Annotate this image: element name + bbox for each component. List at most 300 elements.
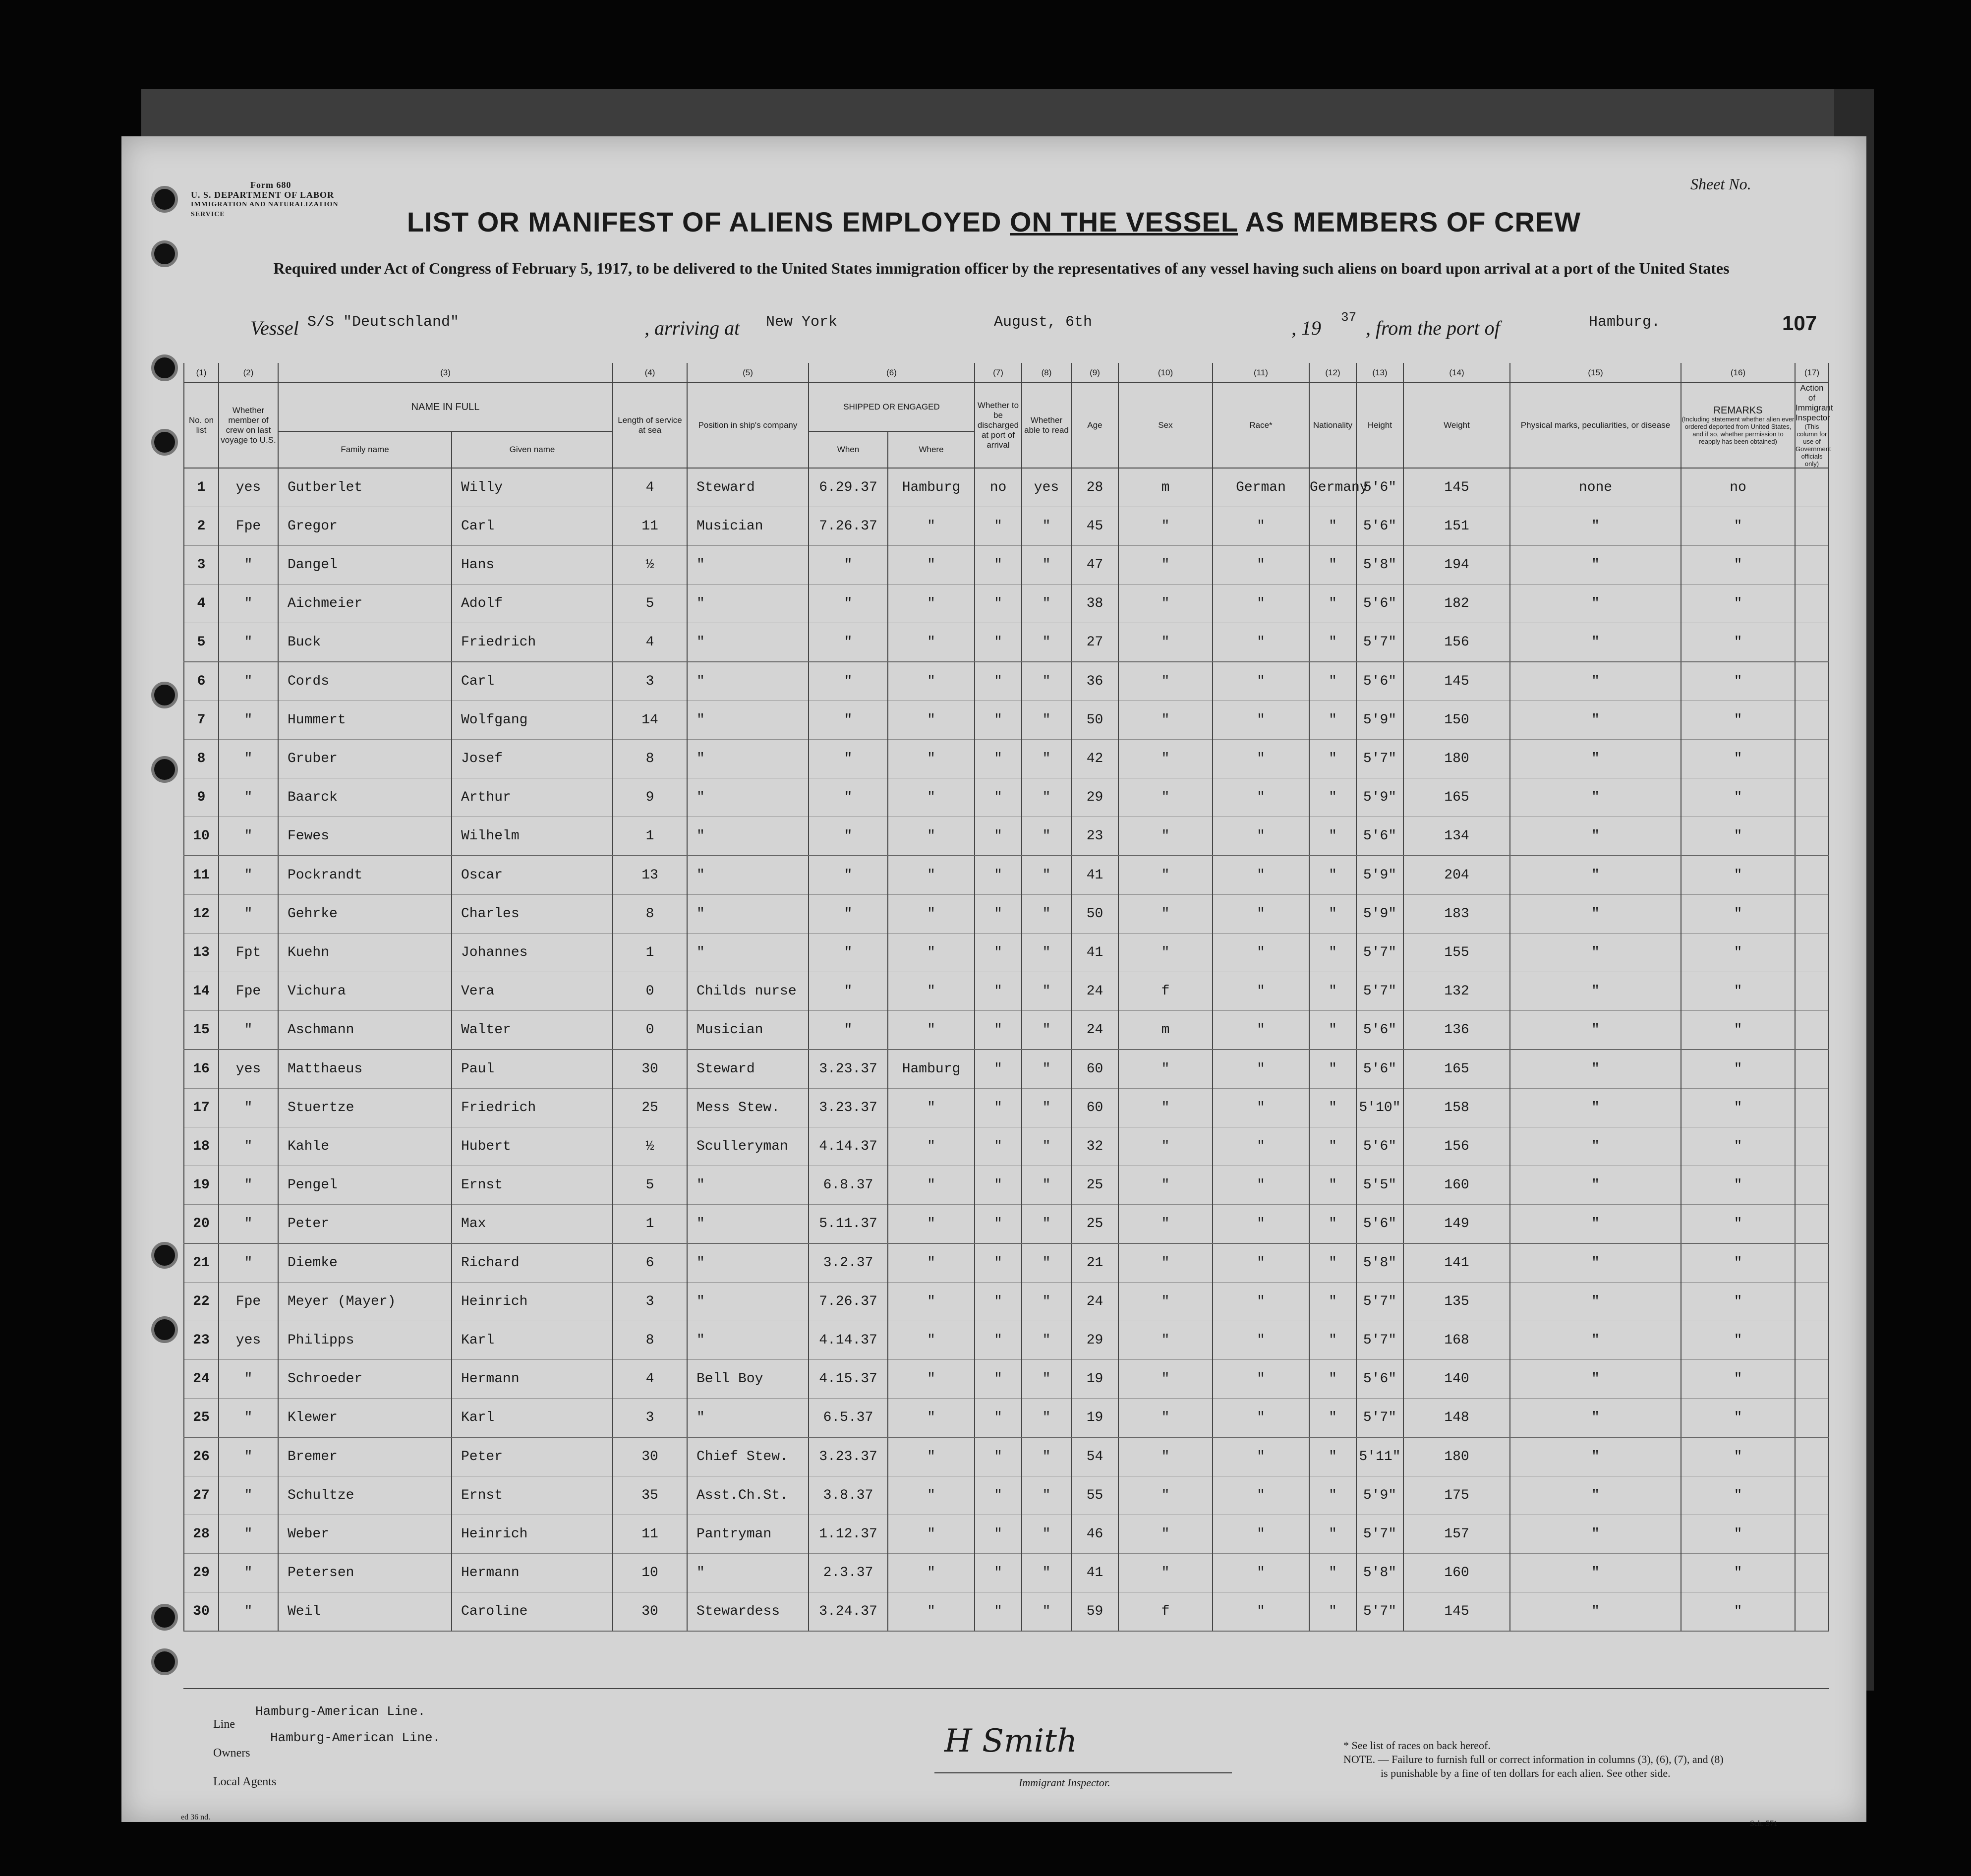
sex-cell: ": [1118, 1554, 1213, 1592]
table-row: [184, 1476, 1829, 1515]
shipped-when-cell: ": [809, 662, 888, 701]
inspector-action-cell: [1795, 1050, 1829, 1089]
nationality-cell: ": [1309, 1321, 1356, 1360]
header-given-name: Given name: [452, 431, 613, 468]
nationality-cell: ": [1309, 934, 1356, 972]
age-cell: 59: [1071, 1592, 1118, 1632]
given-name-cell: Heinrich: [452, 1515, 613, 1554]
age-cell: 41: [1071, 934, 1118, 972]
table-row: [184, 778, 1829, 817]
physical-marks-cell: ": [1510, 1515, 1681, 1554]
weight-cell: 204: [1403, 856, 1510, 895]
position-cell: ": [687, 1205, 809, 1244]
race-cell: ": [1213, 740, 1309, 778]
shipped-when-cell: 5.11.37: [809, 1205, 888, 1244]
sex-cell: ": [1118, 817, 1213, 856]
previous-voyage-cell: ": [219, 1360, 278, 1399]
row-number-cell: 11: [184, 856, 219, 895]
position-cell: Childs nurse: [687, 972, 809, 1011]
age-cell: 29: [1071, 1321, 1118, 1360]
previous-voyage-cell: yes: [219, 1050, 278, 1089]
able-to-read-cell: ": [1022, 1321, 1071, 1360]
position-cell: ": [687, 1166, 809, 1205]
height-cell: 5'8": [1356, 1554, 1403, 1592]
punch-hole: [151, 240, 178, 267]
position-cell: Mess Stew.: [687, 1089, 809, 1127]
nationality-cell: ": [1309, 701, 1356, 740]
height-cell: 5'5": [1356, 1166, 1403, 1205]
header-length-of-service: Length of service at sea: [613, 383, 687, 468]
row-number-cell: 28: [184, 1515, 219, 1554]
nationality-cell: ": [1309, 507, 1356, 546]
owners-value: Hamburg-American Line.: [270, 1730, 441, 1745]
length-of-service-cell: 3: [613, 1283, 687, 1321]
remarks-cell: ": [1681, 1515, 1795, 1554]
discharged-cell: ": [975, 1554, 1022, 1592]
weight-cell: 183: [1403, 895, 1510, 934]
vessel-line: [250, 310, 1837, 344]
discharged-cell: ": [975, 778, 1022, 817]
year-prefix: , 19: [1291, 317, 1321, 339]
row-number-cell: 19: [184, 1166, 219, 1205]
race-cell: ": [1213, 1515, 1309, 1554]
given-name-cell: Arthur: [452, 778, 613, 817]
sex-cell: f: [1118, 1592, 1213, 1632]
service-name: IMMIGRATION AND NATURALIZATION SERVICE: [191, 201, 339, 218]
shipped-when-cell: 3.2.37: [809, 1243, 888, 1283]
inspector-action-cell: [1795, 1360, 1829, 1399]
sex-cell: ": [1118, 1127, 1213, 1166]
discharged-cell: ": [975, 1166, 1022, 1205]
discharged-cell: ": [975, 895, 1022, 934]
position-cell: Sculleryman: [687, 1127, 809, 1166]
able-to-read-cell: ": [1022, 1476, 1071, 1515]
remarks-cell: ": [1681, 1089, 1795, 1127]
previous-voyage-cell: ": [219, 1515, 278, 1554]
inspector-label: Immigrant Inspector.: [1019, 1776, 1110, 1789]
shipped-when-cell: 3.23.37: [809, 1050, 888, 1089]
previous-voyage-cell: ": [219, 1554, 278, 1592]
row-number-cell: 9: [184, 778, 219, 817]
sex-cell: f: [1118, 972, 1213, 1011]
height-cell: 5'6": [1356, 1360, 1403, 1399]
sex-cell: m: [1118, 468, 1213, 507]
nationality-cell: ": [1309, 1127, 1356, 1166]
previous-voyage-cell: ": [219, 1011, 278, 1050]
header-physical-marks: Physical marks, peculiarities, or disease: [1510, 383, 1681, 468]
sex-cell: ": [1118, 1050, 1213, 1089]
penalty-note-1: NOTE. — Failure to furnish full or correct information in columns (3), (6), (7), and (8): [1343, 1753, 1724, 1765]
given-name-cell: Caroline: [452, 1592, 613, 1632]
physical-marks-cell: ": [1510, 585, 1681, 623]
physical-marks-cell: ": [1510, 1554, 1681, 1592]
length-of-service-cell: 0: [613, 1011, 687, 1050]
shipped-when-cell: ": [809, 1011, 888, 1050]
given-name-cell: Adolf: [452, 585, 613, 623]
shipped-when-cell: 6.5.37: [809, 1399, 888, 1438]
weight-cell: 135: [1403, 1283, 1510, 1321]
previous-voyage-cell: ": [219, 1592, 278, 1632]
shipped-when-cell: ": [809, 817, 888, 856]
physical-marks-cell: ": [1510, 1243, 1681, 1283]
physical-marks-cell: ": [1510, 701, 1681, 740]
inspector-action-cell: [1795, 1437, 1829, 1476]
previous-voyage-cell: yes: [219, 468, 278, 507]
nationality-cell: ": [1309, 1166, 1356, 1205]
col-num-4: (4): [613, 363, 687, 383]
races-note: * See list of races on back hereof.: [1343, 1739, 1491, 1752]
physical-marks-cell: ": [1510, 1283, 1681, 1321]
arrival-port: New York: [766, 314, 838, 331]
race-cell: ": [1213, 623, 1309, 662]
discharged-cell: ": [975, 546, 1022, 585]
form-number: Form 680: [250, 180, 291, 190]
family-name-cell: Schroeder: [278, 1360, 452, 1399]
col-num-8: (8): [1022, 363, 1071, 383]
title-part-2: ON THE VESSEL: [1010, 206, 1238, 237]
given-name-cell: Heinrich: [452, 1283, 613, 1321]
shipped-where-cell: ": [888, 934, 975, 972]
shipped-where-cell: ": [888, 1476, 975, 1515]
given-name-cell: Ernst: [452, 1476, 613, 1515]
shipped-where-cell: ": [888, 1515, 975, 1554]
row-number-cell: 2: [184, 507, 219, 546]
physical-marks-cell: ": [1510, 740, 1681, 778]
shipped-when-cell: 7.26.37: [809, 507, 888, 546]
able-to-read-cell: ": [1022, 1011, 1071, 1050]
sex-cell: ": [1118, 585, 1213, 623]
given-name-cell: Wolfgang: [452, 701, 613, 740]
family-name-cell: Gruber: [278, 740, 452, 778]
height-cell: 5'6": [1356, 817, 1403, 856]
table-row: [184, 468, 1829, 507]
sex-cell: ": [1118, 1321, 1213, 1360]
nationality-cell: ": [1309, 1283, 1356, 1321]
row-number-cell: 29: [184, 1554, 219, 1592]
row-number-cell: 6: [184, 662, 219, 701]
physical-marks-cell: ": [1510, 895, 1681, 934]
shipped-where-cell: ": [888, 1321, 975, 1360]
family-name-cell: Aschmann: [278, 1011, 452, 1050]
able-to-read-cell: ": [1022, 895, 1071, 934]
nationality-cell: ": [1309, 1554, 1356, 1592]
shipped-where-cell: ": [888, 1011, 975, 1050]
length-of-service-cell: ½: [613, 546, 687, 585]
local-agents-label: Local Agents: [213, 1775, 277, 1788]
shipped-where-cell: ": [888, 1283, 975, 1321]
position-cell: Steward: [687, 468, 809, 507]
height-cell: 5'10": [1356, 1089, 1403, 1127]
race-cell: ": [1213, 1050, 1309, 1089]
document-title: [121, 206, 1866, 238]
remarks-cell: ": [1681, 1360, 1795, 1399]
shipped-where-cell: ": [888, 1399, 975, 1438]
position-cell: ": [687, 895, 809, 934]
family-name-cell: Schultze: [278, 1476, 452, 1515]
remarks-title: REMARKS: [1713, 405, 1763, 416]
discharged-cell: ": [975, 856, 1022, 895]
discharged-cell: no: [975, 468, 1022, 507]
shipped-where-cell: ": [888, 1592, 975, 1632]
length-of-service-cell: 13: [613, 856, 687, 895]
given-name-cell: Hermann: [452, 1360, 613, 1399]
length-of-service-cell: 1: [613, 817, 687, 856]
height-cell: 5'6": [1356, 468, 1403, 507]
shipped-where-cell: ": [888, 1554, 975, 1592]
race-cell: ": [1213, 662, 1309, 701]
able-to-read-cell: ": [1022, 1205, 1071, 1244]
able-to-read-cell: ": [1022, 1089, 1071, 1127]
row-number-cell: 14: [184, 972, 219, 1011]
age-cell: 23: [1071, 817, 1118, 856]
able-to-read-cell: ": [1022, 1166, 1071, 1205]
punch-hole: [151, 682, 178, 708]
race-cell: German: [1213, 468, 1309, 507]
able-to-read-cell: ": [1022, 817, 1071, 856]
remarks-cell: ": [1681, 1476, 1795, 1515]
discharged-cell: ": [975, 817, 1022, 856]
arriving-label: , arriving at: [644, 317, 740, 339]
nationality-cell: ": [1309, 895, 1356, 934]
shipped-when-cell: ": [809, 778, 888, 817]
length-of-service-cell: 0: [613, 972, 687, 1011]
col-num-7: (7): [975, 363, 1022, 383]
remarks-cell: ": [1681, 1592, 1795, 1632]
discharged-cell: ": [975, 585, 1022, 623]
arrival-date: August, 6th: [994, 314, 1093, 331]
weight-cell: 157: [1403, 1515, 1510, 1554]
col-num-11: (11): [1213, 363, 1309, 383]
departure-port: Hamburg.: [1589, 314, 1661, 331]
shipped-where-cell: ": [888, 972, 975, 1011]
shipped-when-cell: ": [809, 701, 888, 740]
table-row: [184, 1243, 1829, 1283]
shipped-when-cell: 3.8.37: [809, 1476, 888, 1515]
family-name-cell: Baarck: [278, 778, 452, 817]
footer-divider: [183, 1688, 1829, 1689]
discharged-cell: ": [975, 1515, 1022, 1554]
punch-hole: [151, 354, 178, 381]
height-cell: 5'6": [1356, 1127, 1403, 1166]
position-cell: ": [687, 856, 809, 895]
shipped-where-cell: ": [888, 895, 975, 934]
shipped-where-cell: ": [888, 1166, 975, 1205]
shipped-where-cell: ": [888, 740, 975, 778]
position-cell: ": [687, 1283, 809, 1321]
remarks-cell: ": [1681, 972, 1795, 1011]
position-cell: Chief Stew.: [687, 1437, 809, 1476]
printer-mark: ed 36 nd.: [181, 1813, 211, 1821]
row-number-cell: 1: [184, 468, 219, 507]
race-cell: ": [1213, 1283, 1309, 1321]
row-number-cell: 8: [184, 740, 219, 778]
sex-cell: ": [1118, 546, 1213, 585]
previous-voyage-cell: yes: [219, 1321, 278, 1360]
sex-cell: ": [1118, 701, 1213, 740]
inspector-action-cell: [1795, 1011, 1829, 1050]
col-num-10: (10): [1118, 363, 1213, 383]
sex-cell: ": [1118, 856, 1213, 895]
inspector-action-cell: [1795, 546, 1829, 585]
age-cell: 21: [1071, 1243, 1118, 1283]
given-name-cell: Vera: [452, 972, 613, 1011]
inspector-action-cell: [1795, 623, 1829, 662]
given-name-cell: Hubert: [452, 1127, 613, 1166]
length-of-service-cell: 11: [613, 1515, 687, 1554]
sex-cell: ": [1118, 1476, 1213, 1515]
nationality-cell: ": [1309, 1515, 1356, 1554]
age-cell: 19: [1071, 1399, 1118, 1438]
length-of-service-cell: 1: [613, 934, 687, 972]
table-row: [184, 934, 1829, 972]
able-to-read-cell: ": [1022, 546, 1071, 585]
remarks-cell: ": [1681, 740, 1795, 778]
length-of-service-cell: 8: [613, 1321, 687, 1360]
previous-voyage-cell: Fpe: [219, 972, 278, 1011]
discharged-cell: ": [975, 1011, 1022, 1050]
age-cell: 60: [1071, 1050, 1118, 1089]
able-to-read-cell: ": [1022, 1243, 1071, 1283]
inspector-action-cell: [1795, 1205, 1829, 1244]
remarks-cell: ": [1681, 1127, 1795, 1166]
table-row: [184, 585, 1829, 623]
remarks-cell: ": [1681, 507, 1795, 546]
length-of-service-cell: 5: [613, 1166, 687, 1205]
inspector-action-cell: [1795, 468, 1829, 507]
able-to-read-cell: ": [1022, 1360, 1071, 1399]
shipped-where-cell: ": [888, 856, 975, 895]
shipped-where-cell: ": [888, 1243, 975, 1283]
race-cell: ": [1213, 972, 1309, 1011]
height-cell: 5'8": [1356, 1243, 1403, 1283]
inspector-action-cell: [1795, 1166, 1829, 1205]
vessel-label: Vessel: [250, 317, 299, 339]
inspector-action-cell: [1795, 1476, 1829, 1515]
family-name-cell: Petersen: [278, 1554, 452, 1592]
weight-cell: 145: [1403, 468, 1510, 507]
col-num-12: (12): [1309, 363, 1356, 383]
able-to-read-cell: ": [1022, 1127, 1071, 1166]
race-cell: ": [1213, 1554, 1309, 1592]
remarks-cell: ": [1681, 934, 1795, 972]
family-name-cell: Hummert: [278, 701, 452, 740]
weight-cell: 155: [1403, 934, 1510, 972]
sex-cell: ": [1118, 778, 1213, 817]
given-name-cell: Friedrich: [452, 1089, 613, 1127]
row-number-cell: 20: [184, 1205, 219, 1244]
inspector-title: Action of Immigrant Inspector: [1796, 383, 1833, 422]
nationality-cell: ": [1309, 972, 1356, 1011]
length-of-service-cell: ½: [613, 1127, 687, 1166]
given-name-cell: Max: [452, 1205, 613, 1244]
weight-cell: 158: [1403, 1089, 1510, 1127]
discharged-cell: ": [975, 1592, 1022, 1632]
row-number-cell: 27: [184, 1476, 219, 1515]
race-cell: ": [1213, 1166, 1309, 1205]
shipped-where-cell: ": [888, 1089, 975, 1127]
shipped-when-cell: 6.8.37: [809, 1166, 888, 1205]
remarks-cell: ": [1681, 1205, 1795, 1244]
able-to-read-cell: ": [1022, 934, 1071, 972]
row-number-cell: 26: [184, 1437, 219, 1476]
manifest-page: [121, 136, 1866, 1828]
sex-cell: ": [1118, 1089, 1213, 1127]
discharged-cell: ": [975, 623, 1022, 662]
nationality-cell: ": [1309, 1011, 1356, 1050]
race-cell: ": [1213, 1592, 1309, 1632]
shipped-where-cell: Hamburg: [888, 1050, 975, 1089]
sex-cell: ": [1118, 623, 1213, 662]
race-cell: ": [1213, 1321, 1309, 1360]
position-cell: ": [687, 1243, 809, 1283]
able-to-read-cell: ": [1022, 778, 1071, 817]
race-cell: ": [1213, 1127, 1309, 1166]
position-cell: ": [687, 623, 809, 662]
row-number-cell: 24: [184, 1360, 219, 1399]
remarks-cell: ": [1681, 1243, 1795, 1283]
shipped-where-cell: ": [888, 1127, 975, 1166]
length-of-service-cell: 11: [613, 507, 687, 546]
header-sex: Sex: [1118, 383, 1213, 468]
row-number-cell: 5: [184, 623, 219, 662]
physical-marks-cell: ": [1510, 856, 1681, 895]
race-cell: ": [1213, 895, 1309, 934]
shipped-when-cell: 4.14.37: [809, 1321, 888, 1360]
sex-cell: ": [1118, 662, 1213, 701]
weight-cell: 150: [1403, 701, 1510, 740]
given-name-cell: Hans: [452, 546, 613, 585]
row-number-cell: 3: [184, 546, 219, 585]
sex-cell: ": [1118, 895, 1213, 934]
family-name-cell: Gregor: [278, 507, 452, 546]
nationality-cell: ": [1309, 623, 1356, 662]
nationality-cell: ": [1309, 1089, 1356, 1127]
able-to-read-cell: yes: [1022, 468, 1071, 507]
length-of-service-cell: 3: [613, 662, 687, 701]
shipped-when-cell: 6.29.37: [809, 468, 888, 507]
position-cell: ": [687, 934, 809, 972]
age-cell: 24: [1071, 1011, 1118, 1050]
able-to-read-cell: ": [1022, 585, 1071, 623]
shipped-where-cell: ": [888, 1360, 975, 1399]
sex-cell: ": [1118, 1205, 1213, 1244]
header-where: Where: [888, 431, 975, 468]
physical-marks-cell: ": [1510, 1205, 1681, 1244]
family-name-cell: Matthaeus: [278, 1050, 452, 1089]
able-to-read-cell: ": [1022, 856, 1071, 895]
given-name-cell: Charles: [452, 895, 613, 934]
header-able-to-read: Whether able to read: [1022, 383, 1071, 468]
physical-marks-cell: ": [1510, 1592, 1681, 1632]
shipped-where-cell: ": [888, 817, 975, 856]
remarks-cell: ": [1681, 1050, 1795, 1089]
height-cell: 5'6": [1356, 1050, 1403, 1089]
able-to-read-cell: ": [1022, 1515, 1071, 1554]
previous-voyage-cell: ": [219, 701, 278, 740]
sex-cell: ": [1118, 1243, 1213, 1283]
row-number-cell: 15: [184, 1011, 219, 1050]
inspector-action-cell: [1795, 1321, 1829, 1360]
inspector-action-cell: [1795, 662, 1829, 701]
weight-cell: 140: [1403, 1360, 1510, 1399]
weight-cell: 151: [1403, 507, 1510, 546]
previous-voyage-cell: ": [219, 778, 278, 817]
physical-marks-cell: ": [1510, 972, 1681, 1011]
remarks-cell: ": [1681, 895, 1795, 934]
family-name-cell: Gutberlet: [278, 468, 452, 507]
age-cell: 47: [1071, 546, 1118, 585]
inspector-note: (This column for use of Government officials only): [1796, 423, 1831, 468]
